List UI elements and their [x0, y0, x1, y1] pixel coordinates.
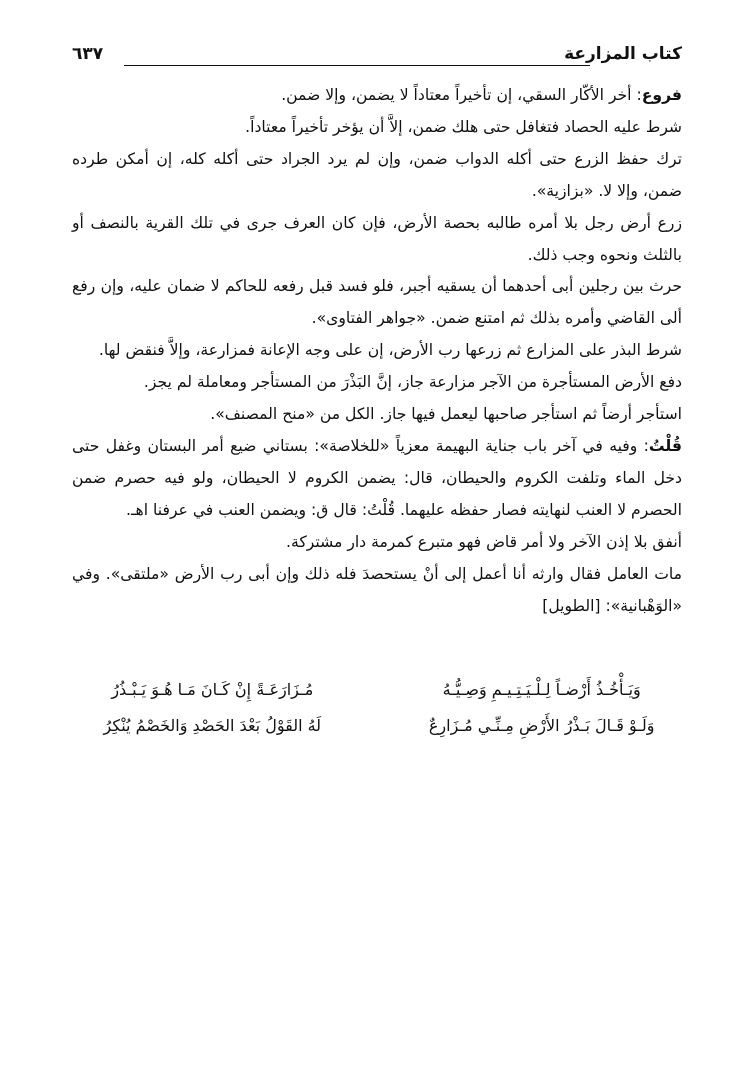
paragraph: [72, 271, 682, 335]
paragraph-text: دفع الأرض المستأجرة من الآجر مزارعة جاز، إنَّ البَذْرَ من المستأجر ومعاملة لم يجز.: [143, 373, 682, 392]
paragraph-text: أنفق بلا إذن الآخر ولا أمر قاض فهو متبرع كمرمة دار مشتركة.: [286, 532, 682, 551]
paragraph: [72, 80, 682, 112]
verse-second-hemistich: لَهُ القَوْلُ بَعْدَ الحَصْدِ وَالخَصْمُ يُنْكِرُ: [103, 716, 322, 735]
paragraph-text: : وفيه في آخر باب جناية البهيمة معزياً «للخلاصة»: بستاني ضيع أمر البستان وغفل حتى دخل الماء وتلفت الكروم والحيطان، قال: يضمن الكروم لا الحيطان، ولو فيه حصرم ضمن الحصرم لا العنب لنهايته فصار حفظه عليهما. قُلْتُ: قال ق: ويضمن العنب في عرفنا اهـ.: [72, 436, 682, 519]
paragraph: [72, 112, 682, 144]
poem-verses: [72, 672, 682, 744]
page-number: ٦٣٧: [72, 44, 104, 64]
paragraph-text: حرث بين رجلين أبى أحدهما أن يسقيه أجبر، فلو فسد قبل رفعه للحاكم لا ضمان عليه، وإن رفع ألى القاضي وأمره بذلك ثم امتنع ضمن. «جواهر الفتاوى».: [72, 277, 682, 328]
verse-first-hemistich: وَلَـوْ قَـالَ بَـذْرُ الأَرْضِ مِـنِّـي مُـزَارِعٌ: [428, 716, 655, 735]
paragraph-text: استأجر أرضاً ثم استأجر صاحبها ليعمل فيها جاز. الكل من «منح المصنف».: [210, 405, 682, 424]
running-header: [72, 44, 682, 72]
paragraph-text: زرع أرض رجل بلا أمره طالبه بحصة الأرض، فإن كان العرف جرى في تلك القرية بالنصف أو بالثلث ونحوه وجب ذلك.: [72, 213, 682, 264]
paragraph: [72, 208, 682, 272]
paragraph: [72, 144, 682, 208]
paragraph-lead: قُلْتُ: [648, 436, 682, 455]
paragraph-lead: فروع: [641, 86, 682, 104]
paragraph: [72, 335, 682, 367]
poem-verse: [72, 672, 682, 708]
paragraph: [72, 559, 682, 623]
paragraph: [72, 527, 682, 559]
paragraph-text: شرط عليه الحصاد فتغافل حتى هلك ضمن، إلاَّ أن يؤخر تأخيراً معتاداً.: [245, 117, 682, 136]
paragraph-text: مات العامل فقال وارثه أنا أعمل إلى أنْ يستحصدَ فله ذلك وإن أبى رب الأرض «ملتقى». وفي «الوَهْبانية»: [الطويل]: [72, 564, 682, 615]
paragraph: [72, 399, 682, 431]
poem-verse: [72, 708, 682, 744]
verse-first-hemistich: وَيَـأْخُـذُ أَرْضـاً لِـلْـيَـتِـيـمِ وَصِـيُّـهُ: [442, 680, 641, 699]
book-chapter-title: كتاب المزارعة: [556, 44, 682, 64]
paragraph-text: ترك حفظ الزرع حتى أكله الدواب ضمن، وإن لم يرد الجراد حتى أكله كله، إن أمكن طرده ضمن، وإلا لا. «بزازية».: [72, 149, 682, 200]
paragraph: [72, 367, 682, 399]
paragraph-text: : أخر الأكّار السقي، إن تأخيراً معتاداً لا يضمن، وإلا ضمن.: [281, 86, 642, 104]
paragraph: [72, 431, 682, 527]
header-rule: [124, 65, 590, 66]
verse-second-hemistich: مُـزَارَعَـةً إِنْ كَـانَ مَـا هُـوَ يَـبْـذُرُ: [111, 680, 314, 699]
paragraph-text: شرط البذر على المزارع ثم زرعها رب الأرض، إن على وجه الإعانة فمزارعة، وإلاَّ فنقض لها.: [98, 341, 682, 360]
main-text: [72, 80, 682, 622]
